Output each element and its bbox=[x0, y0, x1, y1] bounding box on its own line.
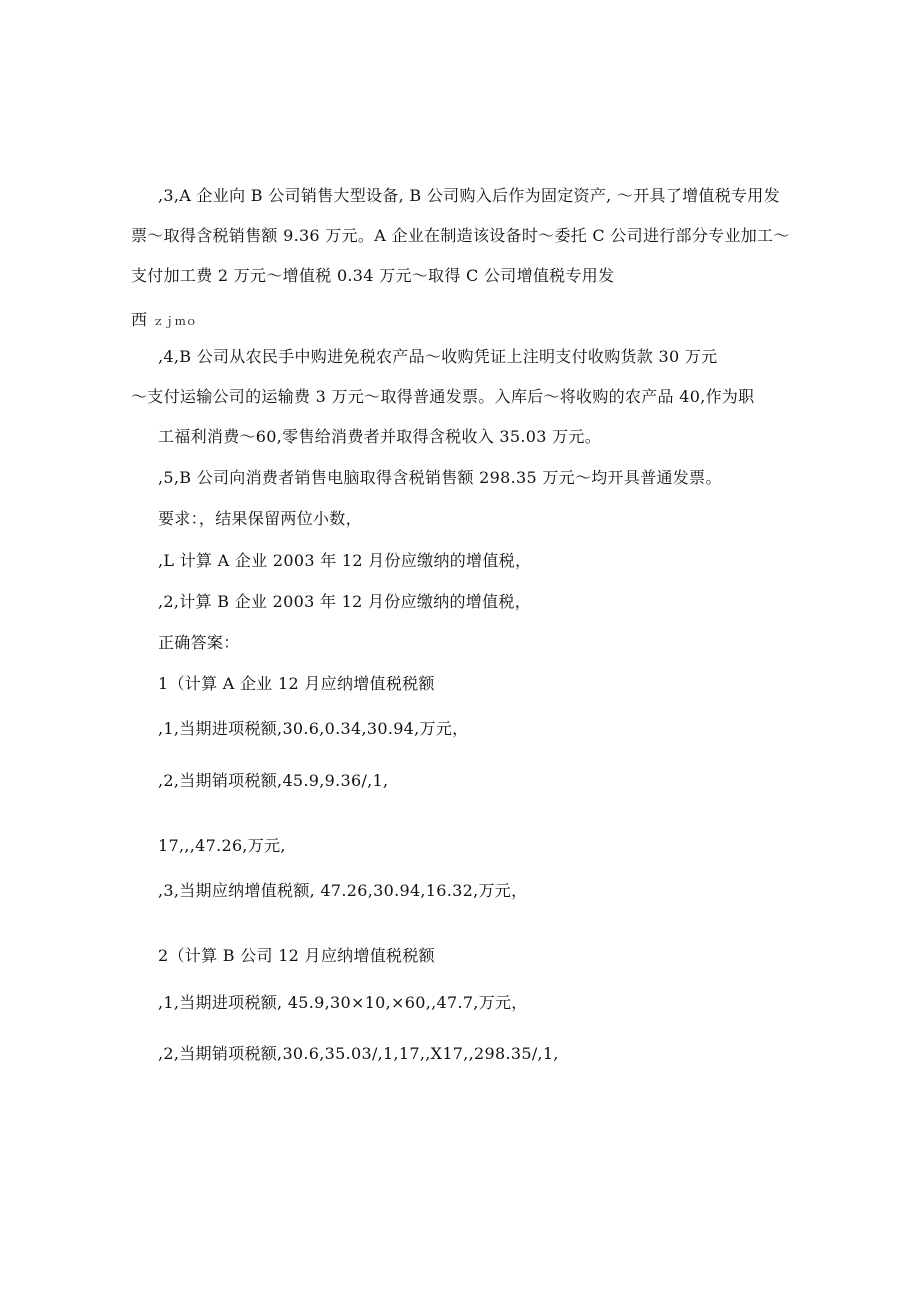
west-char: 西 bbox=[131, 310, 148, 329]
text-line-18: ,1,当期进项税额, 45.9,30×10,×60,,47.7,万元， bbox=[158, 993, 528, 1012]
text-line-2: 票～取得含税销售额 9.36 万元。A 企业在制造该设备时～委托 C 公司进行部分专业加工～ bbox=[131, 226, 790, 245]
text-line-5: ～支付运输公司的运输费 3 万元～取得普通发票。入库后～将收购的农产品 40,作为职 bbox=[131, 387, 755, 406]
text-line-19: ,2,当期销项税额,30.6,35.03/,1,17,,X17,,298.35/,1, bbox=[158, 1044, 559, 1063]
text-line-8: 要求：，结果保留两位小数， bbox=[158, 509, 362, 528]
text-line-17: 2（计算 B 公司 12 月应纳增值税税额 bbox=[158, 946, 435, 965]
text-line-12: 1（计算 A 企业 12 月应纳增值税税额 bbox=[158, 674, 435, 693]
text-line-1: ,3,A 企业向 B 公司销售大型设备, B 公司购入后作为固定资产, ～开具了增值税专用发 bbox=[158, 186, 780, 205]
west-suffix: ｚｊｍｏ bbox=[152, 315, 197, 328]
text-line-6: 工福利消费～60,零售给消费者并取得含税收入 35.03 万元。 bbox=[158, 427, 602, 446]
text-line-16: ,3,当期应纳增值税额, 47.26,30.94,16.32,万元， bbox=[158, 881, 528, 900]
text-line-7: ,5,B 公司向消费者销售电脑取得含税销售额 298.35 万元～均开具普通发票。 bbox=[158, 468, 722, 487]
text-line-13: ,1,当期进项税额,30.6,0.34,30.94,万元， bbox=[158, 719, 469, 738]
text-line-10: ,2,计算 B 企业 2003 年 12 月份应缴纳的增值税， bbox=[158, 592, 532, 611]
text-line-3: 支付加工费 2 万元～增值税 0.34 万元～取得 C 公司增值税专用发 bbox=[131, 266, 615, 285]
text-line-15: 17,,,47.26,万元, bbox=[158, 836, 286, 855]
text-line-11: 正确答案： bbox=[158, 633, 240, 652]
text-line-14: ,2,当期销项税额,45.9,9.36/,1, bbox=[158, 771, 389, 790]
text-line-west bbox=[131, 309, 197, 333]
text-line-4: ,4,B 公司从农民手中购进免税农产品～收购凭证上注明支付收购货款 30 万元 bbox=[158, 347, 718, 366]
text-line-9: ,L 计算 A 企业 2003 年 12 月份应缴纳的增值税， bbox=[158, 551, 532, 570]
